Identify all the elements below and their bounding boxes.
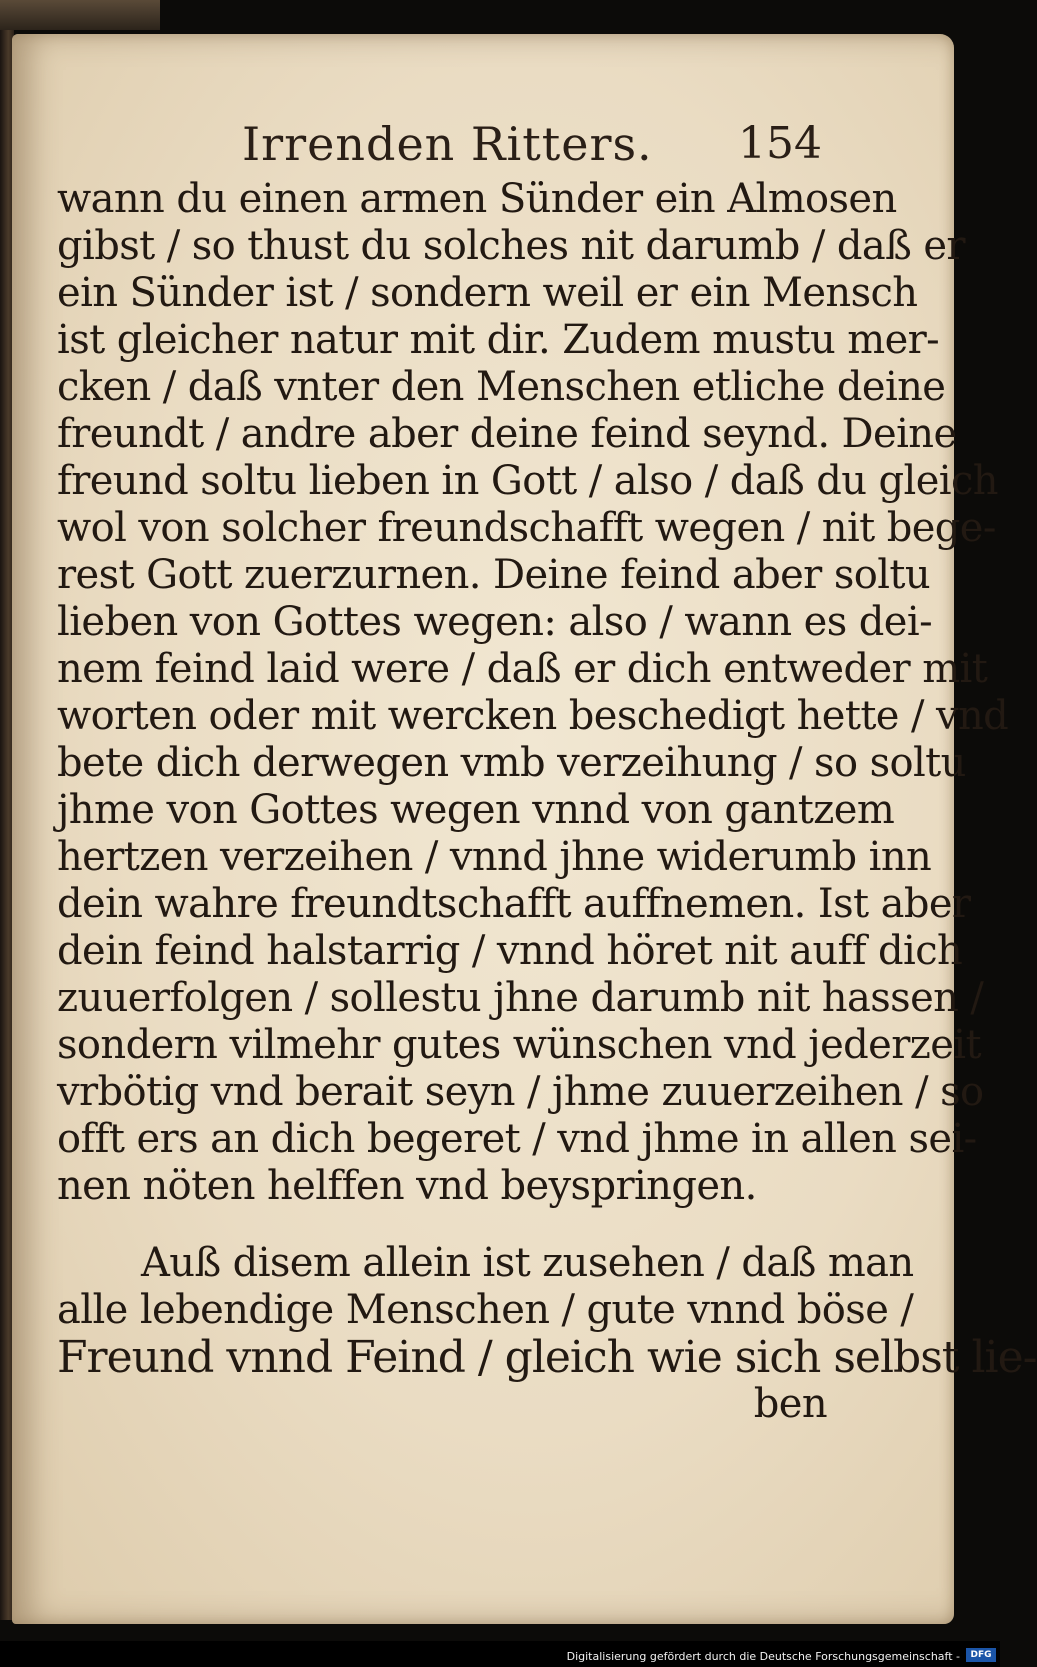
text-line: nen nöten helffen vnd beyspringen.	[57, 1163, 757, 1209]
text-line: rest Gott zuerzurnen. Deine feind aber soltu	[57, 552, 931, 598]
text-line: hertzen verzeihen / vnnd jhne widerumb inn	[57, 834, 932, 880]
text-line: dein wahre freundtschafft auffnemen. Ist aber	[57, 881, 971, 927]
text-line: worten oder mit wercken beschedigt hette / vnd	[57, 693, 1009, 739]
footer-bar	[0, 1641, 1000, 1667]
text-line: wol von solcher freundschafft wegen / nit bege-	[57, 505, 996, 551]
text-line: vrbötig vnd berait seyn / jhme zuuerzeihen / so	[57, 1069, 984, 1115]
body-text	[57, 176, 1037, 1428]
catchword: ben	[753, 1381, 827, 1427]
paragraph-1	[57, 176, 1009, 1210]
text-line: bete dich derwegen vmb verzeihung / so soltu	[57, 740, 966, 786]
book-edge-top	[0, 0, 160, 30]
page-number: 154	[738, 118, 822, 169]
text-line: Auß disem allein ist zusehen / daß man	[141, 1240, 914, 1286]
text-line: nem feind laid were / daß er dich entweder mit	[57, 646, 988, 692]
paragraph-2	[57, 1240, 1037, 1428]
text-line: lieben von Gottes wegen: also / wann es dei-	[57, 599, 932, 645]
text-line: ein Sünder ist / sondern weil er ein Mensch	[57, 270, 918, 316]
text-line: jhme von Gottes wegen vnnd von gantzem	[57, 787, 895, 833]
dfg-logo: DFG	[966, 1648, 996, 1662]
text-line: ist gleicher natur mit dir. Zudem mustu mer-	[57, 317, 940, 363]
text-line: Freund vnnd Feind / gleich wie sich selbst lie-	[57, 1332, 1037, 1383]
text-line: zuuerfolgen / sollestu jhne darumb nit hassen /	[57, 975, 984, 1021]
paragraph-gap	[57, 1210, 827, 1240]
book-page	[12, 34, 1037, 1624]
text-line: cken / daß vnter den Menschen etliche deine	[57, 364, 946, 410]
text-line: alle lebendige Menschen / gute vnnd böse /	[57, 1287, 914, 1333]
footer-credit: Digitalisierung gefördert durch die Deutsche Forschungsgemeinschaft -	[566, 1650, 960, 1663]
text-line: wann du einen armen Sünder ein Almosen	[57, 176, 897, 222]
text-line: gibst / so thust du solches nit darumb / daß er	[57, 223, 965, 269]
text-line: freundt / andre aber deine feind seynd. Deine	[57, 411, 957, 457]
text-line: offt ers an dich begeret / vnd jhme in allen sei-	[57, 1116, 977, 1162]
text-line: sondern vilmehr gutes wünschen vnd jederzeit	[57, 1022, 981, 1068]
page-header	[12, 114, 954, 174]
text-line: freund soltu lieben in Gott / also / daß du gleich	[57, 458, 998, 504]
text-line: dein feind halstarrig / vnnd höret nit auff dich	[57, 928, 963, 974]
running-head: Irrenden Ritters.	[242, 117, 653, 171]
